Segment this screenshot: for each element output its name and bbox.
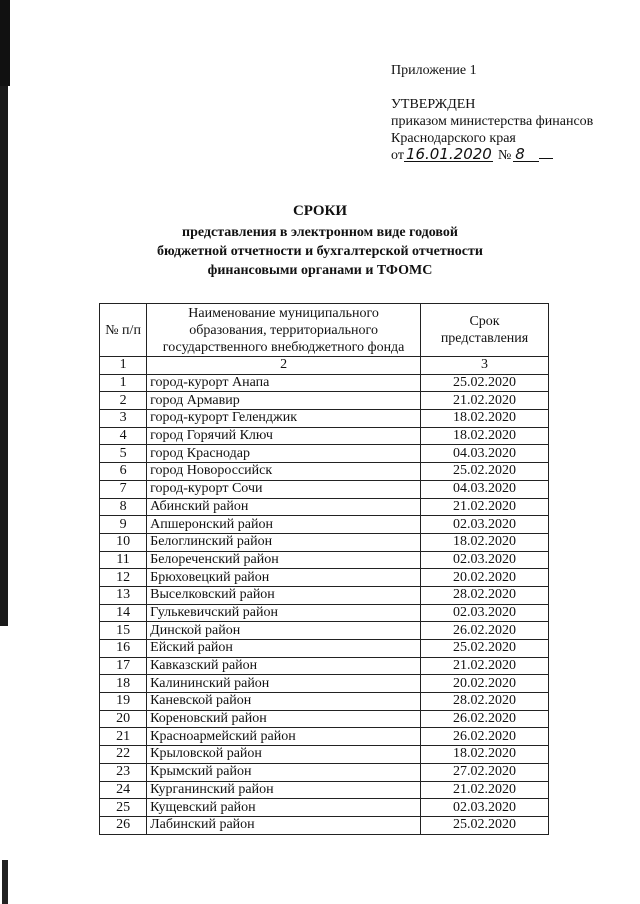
row-number: 24 [100,781,147,799]
document-title-block [150,202,490,280]
row-number: 8 [100,498,147,516]
row-number: 10 [100,533,147,551]
row-deadline: 20.02.2020 [421,569,549,587]
table-row [100,763,549,781]
table-row [100,410,549,428]
row-number: 20 [100,710,147,728]
row-number: 16 [100,640,147,658]
row-deadline: 25.02.2020 [421,463,549,481]
row-name: Калининский район [147,675,421,693]
scan-edge-middle [0,86,8,626]
row-deadline: 25.02.2020 [421,640,549,658]
row-number: 17 [100,657,147,675]
table-row [100,463,549,481]
table-row [100,799,549,817]
header-number: № п/п [100,304,147,357]
row-name: Курганинский район [147,781,421,799]
row-name: Каневской район [147,693,421,711]
row-deadline: 18.02.2020 [421,410,549,428]
row-deadline: 04.03.2020 [421,480,549,498]
table-row [100,622,549,640]
table-row [100,781,549,799]
row-name: город Краснодар [147,445,421,463]
table-header-row [100,304,549,357]
table-body [100,374,549,834]
row-name: город Армавир [147,392,421,410]
row-deadline: 25.02.2020 [421,374,549,392]
table-row [100,675,549,693]
order-date-line [391,147,593,164]
row-name: Гулькевичский район [147,604,421,622]
row-name: Ейский район [147,640,421,658]
row-name: Кавказский район [147,657,421,675]
row-number: 26 [100,816,147,834]
table-row [100,569,549,587]
row-number: 18 [100,675,147,693]
row-name: город Новороссийск [147,463,421,481]
table-row [100,498,549,516]
row-name: Крымский район [147,763,421,781]
row-deadline: 18.02.2020 [421,533,549,551]
row-number: 1 [100,374,147,392]
row-name: город-курорт Анапа [147,374,421,392]
order-line-1: приказом министерства финансов [391,114,594,129]
row-name: Выселковский район [147,586,421,604]
table-row [100,516,549,534]
order-from-label: от [391,148,404,163]
row-number: 3 [100,410,147,428]
table-row [100,445,549,463]
row-number: 6 [100,463,147,481]
table-row [100,728,549,746]
row-deadline: 02.03.2020 [421,604,549,622]
column-index-row [100,357,549,375]
row-deadline: 28.02.2020 [421,693,549,711]
row-number: 14 [100,604,147,622]
table-row [100,480,549,498]
approval-block [391,62,593,164]
table-row [100,746,549,764]
row-name: Кореновский район [147,710,421,728]
order-number-sign: № [497,148,512,163]
row-deadline: 26.02.2020 [421,728,549,746]
order-number-handwritten: 8 [513,147,539,162]
row-deadline: 18.02.2020 [421,746,549,764]
table-row [100,586,549,604]
row-number: 22 [100,746,147,764]
row-deadline: 04.03.2020 [421,445,549,463]
order-date-handwritten: 16.01.2020 [405,145,492,163]
table-row [100,657,549,675]
row-name: город-курорт Геленджик [147,410,421,428]
row-deadline: 21.02.2020 [421,781,549,799]
row-number: 7 [100,480,147,498]
row-number: 23 [100,763,147,781]
table-row [100,374,549,392]
header-deadline: Срок представления [421,304,549,357]
appendix-label: Приложение 1 [391,63,477,78]
row-number: 4 [100,427,147,445]
row-number: 12 [100,569,147,587]
row-name: Кущевский район [147,799,421,817]
row-name: Брюховецкий район [147,569,421,587]
scan-edge-bottom [2,860,8,904]
deadlines-table [99,303,549,835]
document-subtitle-line-2: бюджетной отчетности и бухгалтерской отчетности [157,244,483,259]
row-name: Белореченский район [147,551,421,569]
column-index-1: 1 [100,357,147,375]
row-name: Апшеронский район [147,516,421,534]
row-deadline: 28.02.2020 [421,586,549,604]
table-row [100,816,549,834]
row-name: Красноармейский район [147,728,421,746]
row-deadline: 20.02.2020 [421,675,549,693]
row-number: 5 [100,445,147,463]
row-deadline: 02.03.2020 [421,799,549,817]
row-name: город-курорт Сочи [147,480,421,498]
scan-edge-top [0,0,10,86]
row-name: Белоглинский район [147,533,421,551]
row-deadline: 26.02.2020 [421,710,549,728]
row-name: Крыловской район [147,746,421,764]
row-number: 9 [100,516,147,534]
row-name: Динской район [147,622,421,640]
row-number: 11 [100,551,147,569]
row-deadline: 02.03.2020 [421,516,549,534]
row-name: Абинский район [147,498,421,516]
row-number: 15 [100,622,147,640]
table-row [100,427,549,445]
header-name: Наименование муниципального образования, территориального государственного внебюджетного фонда [147,304,421,357]
row-deadline: 27.02.2020 [421,763,549,781]
row-deadline: 18.02.2020 [421,427,549,445]
row-name: город Горячий Ключ [147,427,421,445]
table-row [100,693,549,711]
row-name: Лабинский район [147,816,421,834]
table-row [100,533,549,551]
table-row [100,710,549,728]
document-subtitle-line-3: финансовыми органами и ТФОМС [207,263,433,278]
row-deadline: 21.02.2020 [421,392,549,410]
table-row [100,604,549,622]
document-subtitle-line-1: представления в электронном виде годовой [182,225,458,240]
table-row [100,640,549,658]
approved-label: УТВЕРЖДЕН [391,97,476,112]
order-line-2: Краснодарского края [391,131,516,146]
row-deadline: 25.02.2020 [421,816,549,834]
row-number: 2 [100,392,147,410]
table-row [100,392,549,410]
row-deadline: 26.02.2020 [421,622,549,640]
row-deadline: 02.03.2020 [421,551,549,569]
row-number: 25 [100,799,147,817]
row-number: 19 [100,693,147,711]
order-number-underline [539,158,553,159]
row-deadline: 21.02.2020 [421,657,549,675]
document-title: СРОКИ [292,203,348,219]
table-row [100,551,549,569]
row-number: 21 [100,728,147,746]
column-index-2: 2 [147,357,421,375]
row-number: 13 [100,586,147,604]
row-deadline: 21.02.2020 [421,498,549,516]
column-index-3: 3 [421,357,549,375]
